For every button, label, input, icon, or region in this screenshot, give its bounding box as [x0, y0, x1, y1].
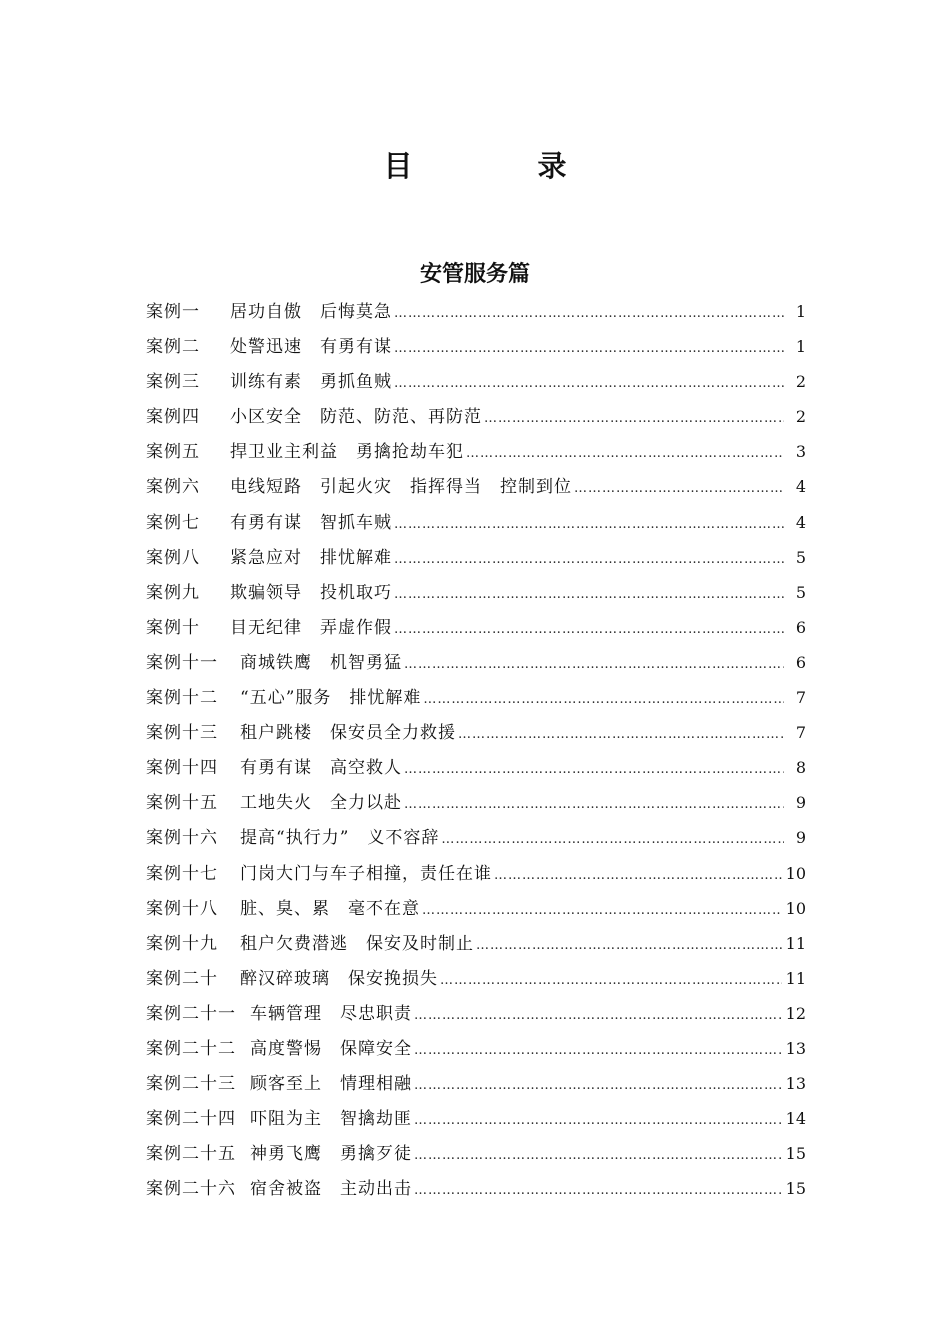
- toc-entry[interactable]: [146, 1066, 806, 1101]
- toc-entry[interactable]: [146, 329, 806, 364]
- toc-dot-leader: [414, 1103, 782, 1138]
- toc-entry[interactable]: [146, 715, 806, 750]
- toc-dot-leader: [440, 963, 782, 998]
- toc-dot-leader: [574, 471, 784, 506]
- toc-case-number: 案例二十六: [146, 1179, 236, 1200]
- toc-page-number: 10: [785, 898, 806, 918]
- toc-case-number: 案例二十五: [146, 1144, 236, 1165]
- toc-dot-leader: [414, 1138, 782, 1173]
- toc-entry-title: 小区安全 防范、防范、再防范: [230, 407, 482, 428]
- toc-dot-leader: [414, 1173, 782, 1208]
- toc-case-number: 案例十九: [146, 933, 218, 954]
- toc-entry[interactable]: [146, 364, 806, 399]
- toc-page-number: 1: [795, 302, 806, 321]
- toc-page-number: 4: [795, 512, 806, 532]
- toc-case-number: 案例十六: [146, 828, 218, 849]
- toc-page-number: 8: [795, 758, 806, 778]
- toc-entry-title: “五心”服务 排忧解难: [240, 688, 422, 709]
- toc-entry-title: 醉汉碎玻璃 保安挽损失: [240, 968, 438, 989]
- toc-case-number: 案例二十四: [146, 1109, 236, 1130]
- toc-case-number: 案例五: [146, 442, 200, 463]
- toc-entry-title: 脏、臭、累 毫不在意: [240, 898, 420, 919]
- toc-case-number: 案例六: [146, 477, 200, 498]
- toc-entry-title: 宿舍被盗 主动出击: [250, 1179, 412, 1200]
- toc-dot-leader: [414, 1068, 782, 1103]
- toc-dot-leader: [494, 858, 782, 893]
- toc-entry[interactable]: [146, 434, 806, 469]
- toc-dot-leader: [414, 998, 782, 1033]
- toc-dot-leader: [476, 928, 782, 963]
- toc-entry[interactable]: [146, 469, 806, 504]
- toc-entry-title: 吓阻为主 智擒劫匪: [250, 1109, 412, 1130]
- toc-case-number: 案例九: [146, 582, 200, 603]
- toc-dot-leader: [394, 612, 784, 647]
- toc-entry-title: 神勇飞鹰 勇擒歹徒: [250, 1144, 412, 1165]
- toc-entry[interactable]: [146, 785, 806, 820]
- toc-case-number: 案例十五: [146, 793, 218, 814]
- section-title: 安管服务篇: [419, 261, 530, 287]
- toc-entry-title: 训练有素 勇抓鱼贼: [230, 372, 392, 393]
- toc-entry[interactable]: [146, 575, 806, 610]
- toc-dot-leader: [404, 647, 784, 682]
- toc-entry[interactable]: [146, 1031, 806, 1066]
- toc-entry[interactable]: [146, 680, 806, 715]
- toc-dot-leader: [458, 717, 784, 752]
- toc-dot-leader: [404, 787, 784, 822]
- toc-dot-leader: [404, 752, 784, 787]
- toc-entry[interactable]: [146, 610, 806, 645]
- toc-case-number: 案例二十三: [146, 1074, 236, 1095]
- toc-page-number: 11: [785, 968, 806, 988]
- toc-dot-leader: [484, 401, 784, 436]
- toc-case-number: 案例十一: [146, 652, 218, 673]
- toc-page-number: 5: [795, 582, 806, 602]
- toc-entry-title: 商城铁鹰 机智勇猛: [240, 652, 402, 673]
- toc-entry-title: 门岗大门与车子相撞，责任在谁: [240, 863, 492, 884]
- toc-case-number: 案例二十二: [146, 1038, 236, 1059]
- toc-page-number: 7: [795, 688, 806, 708]
- toc-dot-leader: [441, 822, 784, 857]
- toc-page-number: 7: [795, 723, 806, 743]
- toc-page-number: 13: [785, 1038, 806, 1058]
- toc-case-number: 案例二: [146, 337, 200, 358]
- toc-case-number: 案例十七: [146, 863, 218, 884]
- toc-case-number: 案例三: [146, 372, 200, 393]
- toc-entry[interactable]: [146, 891, 806, 926]
- toc-page-number: 2: [795, 372, 806, 392]
- toc-case-number: 案例十二: [146, 688, 218, 709]
- toc-case-number: 案例十八: [146, 898, 218, 919]
- toc-entry-title: 租户跳楼 保安员全力救援: [240, 723, 456, 744]
- toc-entry-title: 租户欠费潜逃 保安及时制止: [240, 933, 474, 954]
- toc-case-number: 案例十: [146, 617, 200, 638]
- toc-case-number: 案例八: [146, 547, 200, 568]
- toc-case-number: 案例十三: [146, 723, 218, 744]
- toc-entry-title: 目无纪律 弄虚作假: [230, 617, 392, 638]
- toc-page-number: 3: [795, 442, 806, 462]
- toc-dot-leader: [394, 507, 784, 542]
- toc-entry[interactable]: [146, 750, 806, 785]
- toc-dot-leader: [394, 366, 784, 401]
- page-title: 目 录: [383, 149, 615, 183]
- toc-case-number: 案例一: [146, 302, 200, 322]
- toc-dot-leader: [422, 893, 782, 928]
- toc-case-number: 案例十四: [146, 758, 218, 779]
- toc-entry[interactable]: [146, 1136, 806, 1171]
- toc-page-number: 13: [785, 1074, 806, 1094]
- toc-page-number: 10: [785, 863, 806, 883]
- toc-case-number: 案例二十一: [146, 1003, 236, 1024]
- toc-page-number: 9: [795, 793, 806, 813]
- toc-page-number: 4: [795, 477, 806, 497]
- table-of-contents: [146, 294, 806, 1206]
- toc-page-number: 6: [795, 617, 806, 637]
- toc-entry-title: 紧急应对 排忧解难: [230, 547, 392, 568]
- toc-page-number: 9: [795, 828, 806, 848]
- toc-case-number: 案例七: [146, 512, 200, 533]
- toc-case-number: 案例四: [146, 407, 200, 428]
- toc-entry[interactable]: [146, 856, 806, 891]
- toc-entry-title: 欺骗领导 投机取巧: [230, 582, 392, 603]
- toc-entry-title: 高度警惕 保障安全: [250, 1038, 412, 1059]
- toc-entry-title: 工地失火 全力以赴: [240, 793, 402, 814]
- toc-dot-leader: [466, 436, 784, 471]
- toc-entry-title: 有勇有谋 智抓车贼: [230, 512, 392, 533]
- toc-entry[interactable]: [146, 399, 806, 434]
- toc-entry[interactable]: [146, 1101, 806, 1136]
- toc-page-number: 11: [785, 933, 806, 953]
- toc-entry-title: 处警迅速 有勇有谋: [230, 337, 392, 358]
- toc-dot-leader: [414, 1033, 782, 1068]
- toc-dot-leader: [394, 542, 784, 577]
- toc-entry-title: 居功自傲 后悔莫急: [230, 302, 392, 322]
- toc-entry-title: 顾客至上 情理相融: [250, 1074, 412, 1095]
- toc-entry[interactable]: [146, 926, 806, 961]
- toc-entry[interactable]: [146, 645, 806, 680]
- toc-dot-leader: [394, 331, 784, 366]
- toc-entry-title: 有勇有谋 高空救人: [240, 758, 402, 779]
- toc-page-number: 15: [785, 1144, 806, 1164]
- toc-page-number: 14: [785, 1109, 806, 1129]
- toc-dot-leader: [394, 577, 784, 612]
- toc-dot-leader: [423, 682, 784, 717]
- toc-entry[interactable]: [146, 996, 806, 1031]
- toc-entry[interactable]: [146, 1171, 806, 1206]
- toc-page-number: 1: [795, 337, 806, 357]
- toc-entry[interactable]: [146, 294, 806, 329]
- toc-entry[interactable]: [146, 540, 806, 575]
- toc-entry[interactable]: [146, 961, 806, 996]
- toc-entry-title: 车辆管理 尽忠职责: [250, 1003, 412, 1024]
- toc-entry-title: 电线短路 引起火灾 指挥得当 控制到位: [230, 477, 572, 498]
- toc-entry-title: 捍卫业主利益 勇擒抢劫车犯: [230, 442, 464, 463]
- toc-page-number: 12: [785, 1003, 806, 1023]
- toc-entry[interactable]: [146, 820, 806, 855]
- toc-dot-leader: [394, 296, 784, 331]
- toc-entry[interactable]: [146, 505, 806, 540]
- toc-page-number: 2: [795, 407, 806, 427]
- toc-page-number: 6: [795, 652, 806, 672]
- toc-page-number: 15: [785, 1179, 806, 1199]
- toc-entry-title: 提高“执行力” 义不容辞: [240, 828, 440, 849]
- toc-page-number: 5: [795, 547, 806, 567]
- toc-case-number: 案例二十: [146, 968, 218, 989]
